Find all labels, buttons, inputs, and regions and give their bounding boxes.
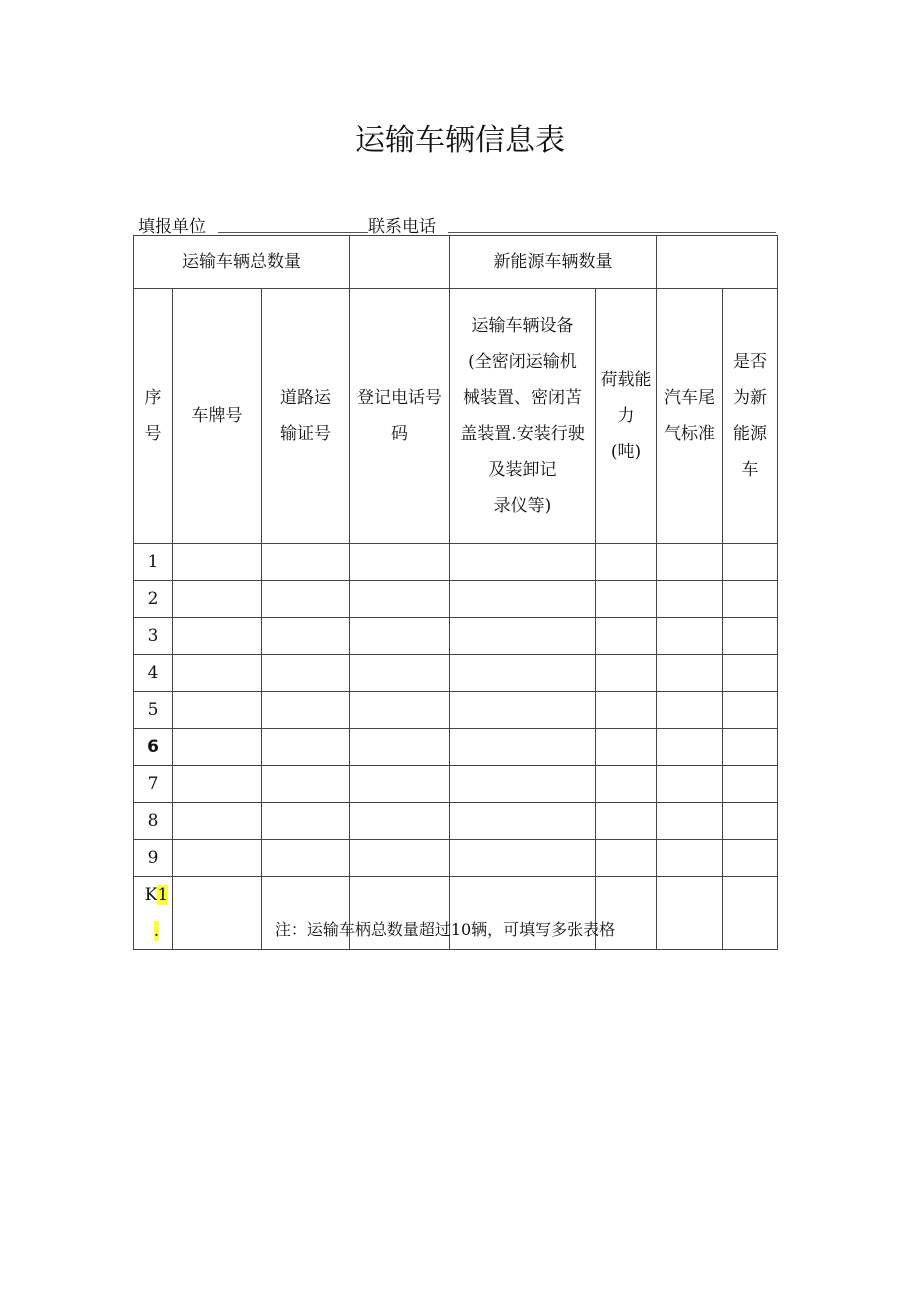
cell[interactable]: [657, 803, 723, 840]
cell[interactable]: [596, 581, 657, 618]
cell[interactable]: [657, 766, 723, 803]
total-label: 运输车辆总数量: [134, 236, 350, 289]
table-row: [134, 655, 778, 692]
cell[interactable]: [262, 803, 350, 840]
cell[interactable]: [173, 581, 262, 618]
cell[interactable]: [450, 803, 596, 840]
cell[interactable]: [350, 766, 450, 803]
cell[interactable]: [450, 655, 596, 692]
table-row: [134, 692, 778, 729]
form-meta: [138, 212, 778, 237]
cell[interactable]: [173, 729, 262, 766]
cell[interactable]: [657, 581, 723, 618]
cell[interactable]: [173, 692, 262, 729]
cell[interactable]: [657, 729, 723, 766]
page-title: 运输车辆信息表: [355, 123, 565, 158]
table-row: [134, 766, 778, 803]
cell[interactable]: [596, 692, 657, 729]
new-energy-value-cell[interactable]: [657, 236, 778, 289]
header-row: [134, 289, 778, 544]
total-value-cell[interactable]: [350, 236, 450, 289]
unit-label: 填报单位: [138, 217, 206, 237]
header-index: 序 号: [134, 289, 173, 544]
header-new-energy: 是否 为新 能源 车: [723, 289, 778, 544]
row-index: 5: [134, 692, 173, 729]
cell[interactable]: [450, 618, 596, 655]
header-plate: 车牌号: [173, 289, 262, 544]
cell[interactable]: [657, 544, 723, 581]
table-row: [134, 618, 778, 655]
highlight-mark: 1: [157, 885, 169, 905]
cell[interactable]: [450, 840, 596, 877]
summary-row: [134, 236, 778, 289]
cell[interactable]: [173, 655, 262, 692]
table-row: [134, 840, 778, 877]
row-index: 3: [134, 618, 173, 655]
cell[interactable]: [262, 729, 350, 766]
header-equipment: 运输车辆设备 (全密闭运输机 械装置、密闭苫 盖装置.安装行驶 及装卸记 录仪等): [450, 289, 596, 544]
cell[interactable]: [596, 803, 657, 840]
cell[interactable]: [173, 840, 262, 877]
cell[interactable]: [350, 581, 450, 618]
phone-label: 联系电话: [368, 217, 436, 237]
header-emission: 汽车尾 气标准: [657, 289, 723, 544]
cell[interactable]: [450, 581, 596, 618]
cell[interactable]: [350, 655, 450, 692]
cell[interactable]: [350, 692, 450, 729]
cell[interactable]: [723, 655, 778, 692]
row-index: 4: [134, 655, 173, 692]
row-index-last: K1 .: [134, 877, 173, 950]
cell[interactable]: [723, 766, 778, 803]
cell[interactable]: [596, 618, 657, 655]
table-row: [134, 729, 778, 766]
footnote: 注：运输车柄总数量超过10辆，可填写多张表格: [274, 920, 616, 939]
cell[interactable]: [723, 729, 778, 766]
cell[interactable]: [596, 655, 657, 692]
cell[interactable]: [596, 766, 657, 803]
unit-blank[interactable]: [218, 232, 368, 233]
row-index: 7: [134, 766, 173, 803]
table-row: [134, 581, 778, 618]
cell[interactable]: [450, 729, 596, 766]
cell[interactable]: [262, 655, 350, 692]
cell[interactable]: [262, 840, 350, 877]
cell[interactable]: [350, 803, 450, 840]
phone-blank[interactable]: [448, 232, 776, 233]
cell[interactable]: [723, 840, 778, 877]
cell[interactable]: [657, 840, 723, 877]
cell[interactable]: [262, 544, 350, 581]
cell[interactable]: [596, 840, 657, 877]
cell[interactable]: [450, 544, 596, 581]
cell[interactable]: [173, 766, 262, 803]
header-load: 荷载能 力 (吨): [596, 289, 657, 544]
cell[interactable]: [450, 692, 596, 729]
cell[interactable]: [723, 544, 778, 581]
cell[interactable]: [350, 618, 450, 655]
cell[interactable]: [657, 692, 723, 729]
cell[interactable]: [657, 655, 723, 692]
cell[interactable]: [723, 692, 778, 729]
cell[interactable]: [262, 766, 350, 803]
row-index: 2: [134, 581, 173, 618]
header-phone: 登记电话号 码: [350, 289, 450, 544]
row-index: 1: [134, 544, 173, 581]
table-row: [134, 544, 778, 581]
cell[interactable]: [450, 766, 596, 803]
cell[interactable]: [350, 729, 450, 766]
cell[interactable]: [596, 729, 657, 766]
cell[interactable]: [262, 618, 350, 655]
cell[interactable]: [350, 840, 450, 877]
cell[interactable]: [262, 581, 350, 618]
cell[interactable]: [262, 692, 350, 729]
new-energy-label: 新能源车辆数量: [450, 236, 657, 289]
row-index: 9: [134, 840, 173, 877]
row-index: 8: [134, 803, 173, 840]
row-index: 6: [134, 729, 173, 766]
header-road-permit: 道路运 输证号: [262, 289, 350, 544]
cell[interactable]: [657, 618, 723, 655]
cell[interactable]: [723, 618, 778, 655]
cell[interactable]: [596, 544, 657, 581]
cell[interactable]: [723, 803, 778, 840]
vehicle-table: [133, 235, 778, 950]
table-row: [134, 803, 778, 840]
cell[interactable]: [173, 803, 262, 840]
cell[interactable]: [350, 544, 450, 581]
cell[interactable]: [173, 544, 262, 581]
cell[interactable]: [173, 618, 262, 655]
cell[interactable]: [723, 581, 778, 618]
